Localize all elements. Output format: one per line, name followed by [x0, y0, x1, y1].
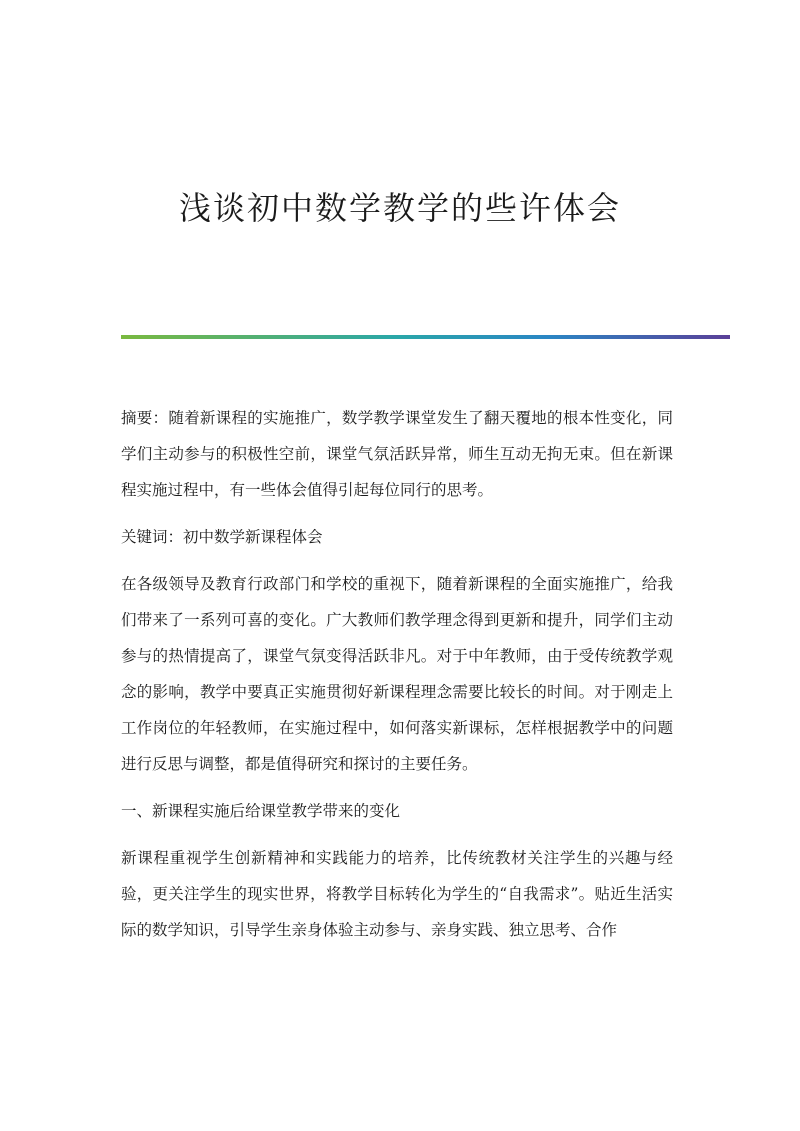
title-divider	[121, 335, 730, 339]
document-body	[121, 400, 673, 959]
section-paragraph: 新课程重视学生创新精神和实践能力的培养，比传统教材关注学生的兴趣与经验，更关注学生的现实世界，将教学目标转化为学生的“自我需求”。贴近生活实际的数学知识，引导学生亲身体验主动参与、亲身实践、独立思考、合作	[121, 849, 673, 939]
section-heading: 一、新课程实施后给课堂教学带来的变化	[121, 802, 401, 820]
intro-paragraph: 在各级领导及教育行政部门和学校的重视下，随着新课程的全面实施推广，给我们带来了一系列可喜的变化。广大教师们教学理念得到更新和提升，同学们主动参与的热情提高了，课堂气氛变得活跃非凡。对于中年教师，由于受传统教学观念的影响，教学中要真正实施贯彻好新课程理念需要比较长的时间。对于刚走上工作岗位的年轻教师，在实施过程中，如何落实新课标，怎样根据教学中的问题进行反思与调整，都是值得研究和探讨的主要任务。	[121, 575, 673, 773]
page-title: 浅谈初中数学教学的些许体会	[178, 189, 621, 227]
abstract-paragraph: 摘要：随着新课程的实施推广，数学教学课堂发生了翻天覆地的根本性变化，同学们主动参与的积极性空前，课堂气氛活跃异常，师生互动无拘无束。但在新课程实施过程中，有一些体会值得引起每位同行的思考。	[121, 409, 673, 499]
keywords-line: 关键词：初中数学新课程体会	[121, 528, 323, 546]
